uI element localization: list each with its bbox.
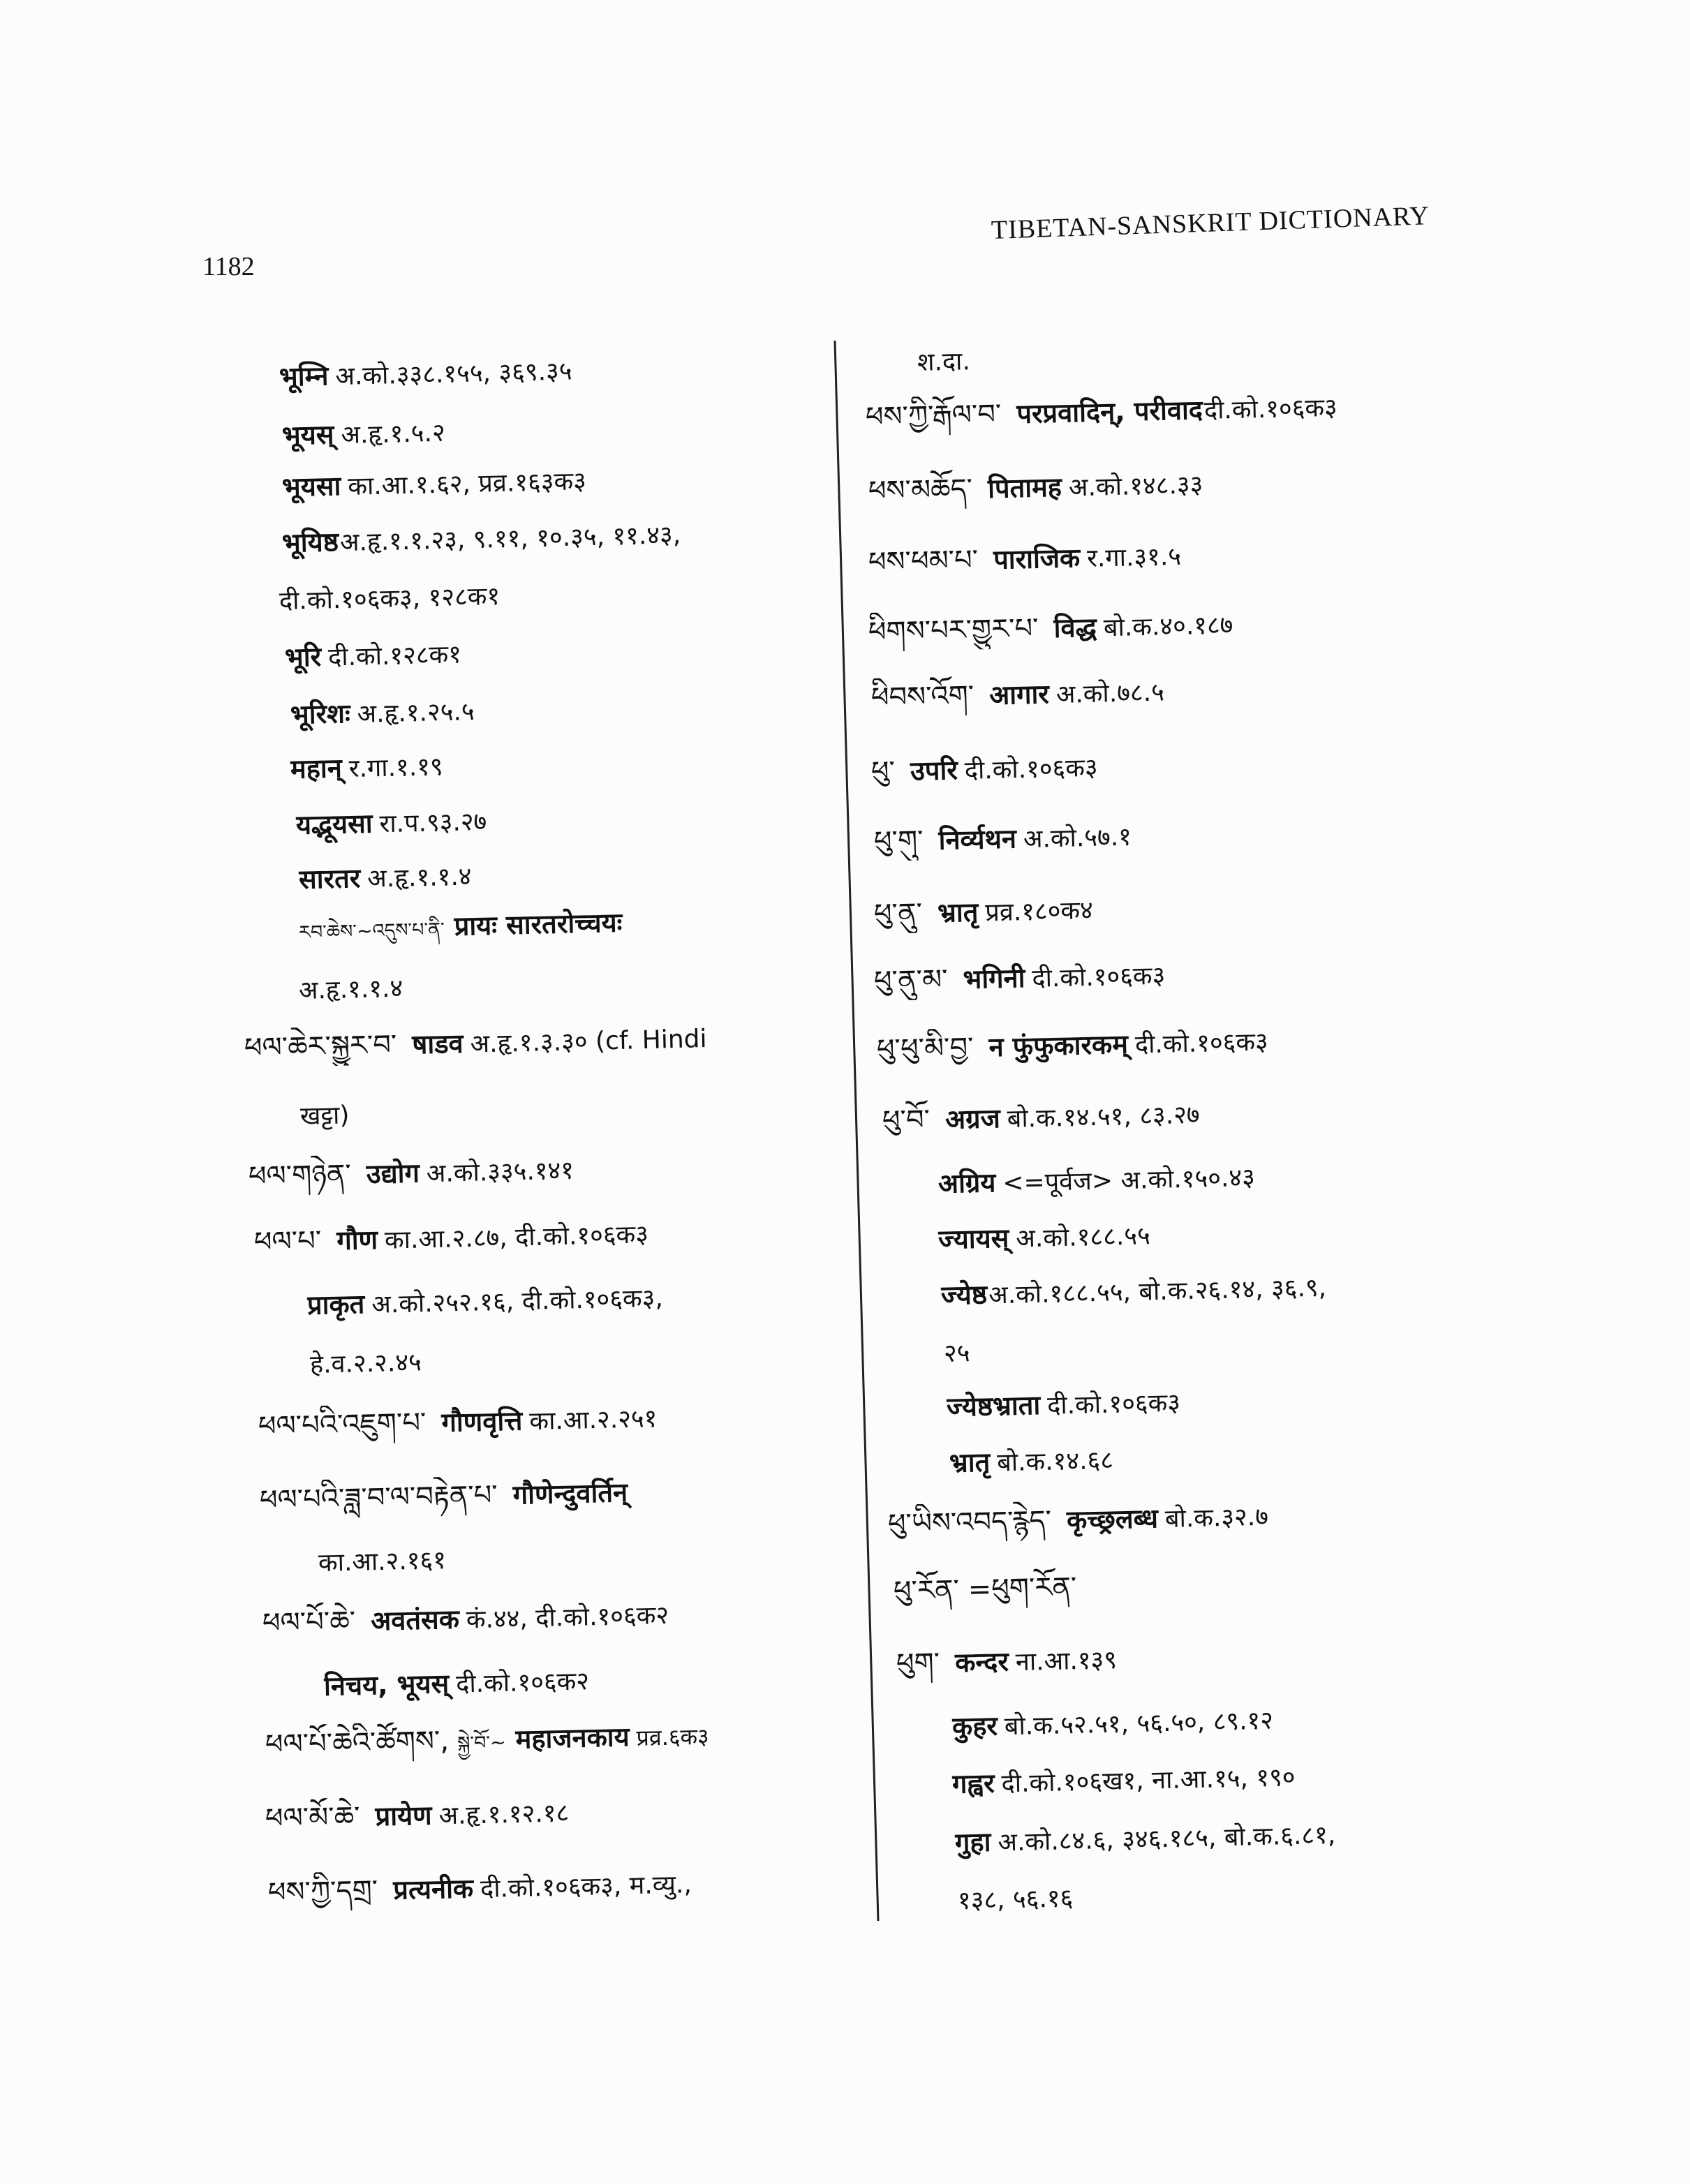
tibetan-headword: ཕུ་ནུ་ — [873, 897, 923, 930]
reference: दी.को.१०६क३ — [1046, 1388, 1181, 1420]
entry-line — [309, 1343, 422, 1385]
tibetan-headword: ཕལ་པའི་ཟླ་བ་ལ་བརྟེན་པ་ — [259, 1479, 498, 1517]
entry-line — [949, 1440, 1113, 1483]
reference: अ.को.५७.१ — [1023, 822, 1132, 854]
reference: दी.को.१०६क३ — [1134, 1027, 1269, 1060]
entry-line — [957, 1879, 1074, 1921]
reference: अ.हृ.१.१.४ — [366, 862, 472, 893]
reference: २५ — [943, 1339, 970, 1368]
entry-line — [937, 1157, 1255, 1203]
reference: दी.को.१०६क३ — [1203, 393, 1338, 425]
entry-line — [868, 464, 1203, 511]
sanskrit-term: प्राकृत — [306, 1288, 365, 1321]
reference: अ.को.३३५.१४१ — [426, 1156, 575, 1189]
entry-line — [281, 413, 445, 455]
reference: अ.को.३३८.१५५, ३६९.३५ — [335, 357, 572, 392]
tibetan-headword: ཕུ་ — [870, 755, 896, 788]
entry-line — [946, 1382, 1180, 1427]
tibetan-headword: ཕལ་ཆེར་སྐྱུར་བ་ — [244, 1029, 397, 1064]
reference: बो.क.१४.५१, ८३.२७ — [1007, 1100, 1201, 1134]
sanskrit-term: भगिनी — [963, 963, 1025, 995]
entry-line — [882, 1094, 1200, 1141]
entry-line — [323, 1661, 589, 1706]
sanskrit-term: भूयसा — [281, 470, 341, 503]
reference: १३८, ५६.१६ — [957, 1884, 1074, 1915]
entry-line — [937, 1215, 1150, 1259]
reference: दी.को.१०६क३ — [964, 753, 1099, 785]
reference: दी.को.१०६क३, १२८क१ — [279, 581, 501, 616]
entry-line — [298, 970, 403, 1011]
page-number: 1182 — [202, 252, 255, 281]
entry-line — [951, 1757, 1296, 1804]
sanskrit-term: गौण — [336, 1224, 378, 1256]
entry-line — [917, 342, 970, 382]
entry-line — [943, 1334, 970, 1374]
sanskrit-term: प्रायः सारतरोच्चयः — [454, 907, 623, 942]
reference: अ.को.२५२.१६, दी.को.१०६क३, — [371, 1284, 664, 1319]
sanskrit-term: उपरि — [910, 755, 958, 787]
sanskrit-term: भ्रातृ — [949, 1446, 991, 1478]
sanskrit-term: प्रत्यनीक — [392, 1873, 474, 1906]
tibetan-headword: ཕལ་གཉེན་ — [248, 1158, 352, 1193]
sanskrit-term: कृच्छ्रलब्ध — [1066, 1503, 1159, 1536]
entry-line — [279, 350, 572, 396]
sanskrit-term: भूम्नि — [279, 360, 329, 392]
entry-line — [306, 1277, 663, 1325]
reference: बो.क.१४.६८ — [996, 1446, 1114, 1478]
reference: अ.को.१८८.५५, बो.क.२६.१४, ३६.९, — [988, 1273, 1327, 1310]
sanskrit-term: परप्रवादिन्, परीवाद — [1016, 394, 1203, 430]
reference: अ.हृ.१.१२.१८ — [438, 1799, 570, 1831]
sanskrit-term: ज्येष्ठ — [940, 1279, 988, 1311]
sanskrit-term: षाडव — [411, 1027, 464, 1060]
entry-line — [265, 1792, 569, 1838]
sanskrit-term: कन्दर — [954, 1646, 1009, 1679]
entry-line — [248, 1150, 574, 1196]
reference: अ.को.८४.६, ३४६.१८५, बो.क.६.८१, — [997, 1820, 1336, 1857]
sanskrit-term: ज्यायस् — [937, 1222, 1009, 1255]
reference: दी.को.१०६ख१, ना.आ.१५, १९० — [1001, 1762, 1296, 1799]
tibetan-headword: ཕས་ཀྱི་རྒོལ་བ་ — [865, 398, 1002, 433]
sanskrit-term: अवतंसक — [370, 1603, 460, 1637]
entry-line — [870, 748, 1098, 792]
entry-line — [951, 1700, 1273, 1746]
sanskrit-term: पाराजिक — [993, 542, 1081, 575]
sanskrit-term: अग्रिय — [937, 1167, 996, 1199]
sanskrit-term: उद्योग — [366, 1157, 420, 1190]
sanskrit-term: गह्वर — [951, 1767, 995, 1799]
tibetan-phrase-small: རབ་ཆེས་~འདུས་པ་ནི་ — [298, 919, 445, 944]
entry-line — [290, 746, 443, 789]
reference: अ.हृ.१.५.२ — [341, 418, 446, 450]
reference: ना.आ.१३९ — [1015, 1645, 1118, 1677]
reference: खट्टा) — [299, 1101, 350, 1131]
entry-line — [318, 1541, 446, 1583]
sanskrit-term: पितामह — [987, 471, 1062, 505]
reference: अ.हृ.१.३.३० (cf. Hindi — [470, 1024, 707, 1059]
tibetan-headword: ཕས་ཕམ་པ་ — [868, 544, 979, 579]
entry-line — [868, 536, 1181, 582]
sanskrit-term: भूरि — [284, 641, 322, 673]
tibetan-headword: ཕལ་པ་ — [253, 1224, 322, 1258]
tibetan-headword: ཕུ་རོན་ =ཕུག་རོན་ — [893, 1571, 1077, 1607]
sanskrit-term: निर्व्यथन — [938, 823, 1017, 856]
sanskrit-term: अग्रज — [944, 1103, 1001, 1135]
reference: हे.व.२.२.४५ — [309, 1348, 422, 1379]
reference: दी.को.१२८क१ — [327, 640, 462, 672]
reference: अ.हृ.१.१.२३, ९.११, १०.३५, ११.४३, — [339, 521, 681, 558]
tibetan-headword: ཕས་ཀྱི་དགྲ་ — [267, 1874, 378, 1909]
sanskrit-term: गुहा — [954, 1826, 991, 1858]
reference: अ.हृ.१.१.४ — [298, 974, 403, 1005]
tibetan-headword: ཕལ་མོ་ཆེ་ — [265, 1800, 361, 1835]
sanskrit-term: कुहर — [951, 1710, 998, 1742]
entry-line — [896, 1640, 1117, 1684]
entry-line — [281, 461, 586, 507]
reference: बो.क.५२.५१, ५६.५०, ८९.१२ — [1004, 1706, 1274, 1741]
reference: अ.को.१४८.३३ — [1068, 470, 1203, 503]
entry-line — [298, 856, 472, 899]
sanskrit-term: सारतर — [298, 863, 361, 895]
sanskrit-term: गौणवृत्ति — [440, 1405, 523, 1439]
tibetan-headword: ཕིབས་འོག་ — [870, 679, 974, 714]
tibetan-headword: ཕུ་བོ་ — [882, 1104, 931, 1137]
reference: र.गा.१.१९ — [348, 752, 444, 784]
sanskrit-term: न फुंफुकारकम् — [988, 1028, 1129, 1063]
entry-line — [870, 671, 1164, 718]
sanskrit-term: भूरिशः — [290, 698, 351, 730]
tibetan-headword: ཕལ་པོ་ཆེའི་ཚོགས་, — [265, 1725, 450, 1761]
tibetan-phrase-small: སྐྱེ་བོ་~ — [457, 1732, 507, 1755]
entry-line — [873, 817, 1132, 861]
sanskrit-term: आगार — [988, 678, 1050, 711]
entry-line — [290, 691, 475, 734]
reference: का.आ.२.२५१ — [528, 1404, 658, 1436]
entry-line — [873, 890, 1093, 934]
reference: बो.क.३२.७ — [1164, 1502, 1269, 1533]
sanskrit-term: भूयिष्ठ — [281, 526, 339, 558]
reference: दी.को.१०६क३, म.व्यु., — [480, 1870, 692, 1904]
sanskrit-term: ज्येष्ठभ्राता — [946, 1389, 1041, 1422]
reference: प्रव्र.१८०क४ — [984, 896, 1094, 928]
running-head: TIBETAN-SANSKRIT DICTIONARY — [991, 201, 1430, 245]
sanskrit-term: भूयस् — [281, 419, 334, 451]
sanskrit-term: विद्ध — [1053, 611, 1097, 644]
reference: र.गा.३१.५ — [1086, 542, 1182, 573]
reference: कं.४४, दी.को.१०६क२ — [466, 1600, 669, 1635]
reference: बो.क.४०.१८७ — [1103, 611, 1233, 643]
tibetan-headword: ཕུ་གུ་ — [873, 824, 924, 858]
reference: रा.प.९३.२७ — [379, 807, 487, 839]
tibetan-headword: ཕས་མཆོད་ — [868, 473, 973, 507]
reference: अ.हृ.१.२५.५ — [357, 697, 475, 729]
reference: का.आ.२.१६१ — [318, 1545, 447, 1577]
reference: का.आ.१.६२, प्रव्र.१६३क३ — [347, 467, 587, 501]
reference: श.दा. — [917, 347, 971, 377]
sanskrit-term: यद्भूयसा — [295, 808, 373, 840]
sanskrit-term: भ्रातृ — [937, 896, 979, 928]
entry-line — [893, 1568, 1092, 1611]
reference: अ.को.७८.५ — [1055, 678, 1165, 709]
entry-line — [284, 634, 461, 677]
reference: का.आ.२.८७, दी.को.१०६क३ — [384, 1220, 649, 1255]
reference: <=पूर्वज> अ.को.१५०.४३ — [1002, 1163, 1256, 1198]
tibetan-headword: ཕུག་ — [896, 1647, 940, 1680]
tibetan-headword: ཕུ་ཕུ་མི་བྱ་ — [876, 1031, 974, 1066]
sanskrit-term: प्रायेण — [375, 1799, 433, 1832]
reference: दी.को.१०६क२ — [455, 1667, 590, 1699]
tibetan-headword: ཕུ་ནུ་མ་ — [873, 963, 949, 997]
entry-line — [295, 801, 487, 845]
tibetan-headword: ཕིགས་པར་གྱུར་པ་ — [868, 612, 1039, 648]
tibetan-headword: ཕུ་ཡིས་འབད་རྙེད་ — [887, 1504, 1052, 1540]
entry-line — [298, 902, 630, 949]
tibetan-headword: ཕལ་པོ་ཆེ་ — [262, 1605, 356, 1640]
sanskrit-term: निचय, भूयस् — [323, 1667, 450, 1702]
reference: प्रव्र.६क३ — [636, 1723, 710, 1751]
tibetan-headword: ཕལ་པའི་འཇུག་པ་ — [258, 1406, 427, 1443]
entry-line — [279, 577, 500, 621]
sanskrit-term: महाजनकाय — [515, 1721, 630, 1755]
reference: दी.को.१०६क३ — [1032, 961, 1166, 993]
sanskrit-term: महान् — [290, 752, 343, 785]
entry-line — [868, 604, 1233, 652]
reference: अ.को.१८८.५५ — [1015, 1221, 1151, 1254]
entry-line — [873, 956, 1165, 1001]
entry-line — [299, 1096, 350, 1136]
sanskrit-term: गौणेन्दुवर्तिन् — [512, 1477, 628, 1510]
